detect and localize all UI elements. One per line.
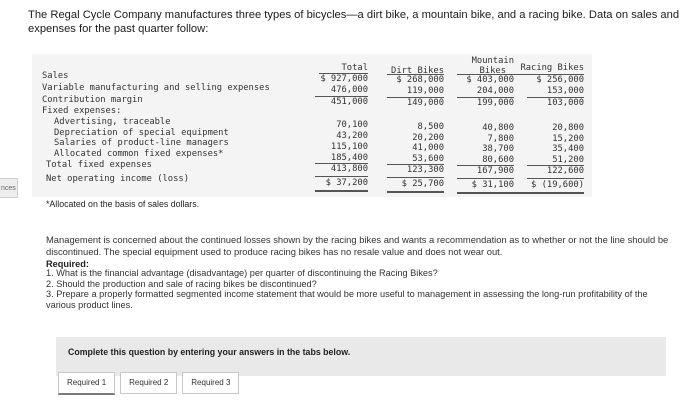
problem-intro: The Regal Cycle Company manufactures three types of bicycles—a dirt bike, a mountain bike, and a racing bike. Data on sales and expenses for the past quarter follow: [28, 9, 680, 35]
cell-mountain-variable: 204,000 [476, 86, 514, 96]
row-label-advertising: Advertising, traceable [54, 117, 171, 127]
subtotal-rule [527, 165, 584, 166]
cell-total-sales: $ 927,000 [320, 74, 368, 84]
double-rule [457, 192, 514, 194]
required-item-2: 2. Should the production and sale of racing bikes be discontinued? [46, 278, 317, 289]
cell-dirt-variable: 119,000 [406, 86, 444, 96]
cell-total-depreciation: 43,200 [336, 131, 368, 141]
total-rule [457, 178, 514, 179]
column-header-line2: Bikes [479, 66, 506, 76]
side-tab[interactable]: nces [0, 178, 18, 198]
cell-mountain-advertising: 40,800 [482, 123, 514, 133]
cell-racing-salaries: 35,400 [552, 144, 584, 154]
cell-dirt-noi: $ 25,700 [401, 179, 444, 189]
cell-total-advertising: 70,100 [336, 120, 368, 130]
subtotal-rule [315, 96, 368, 97]
row-label-variable-expenses: Variable manufacturing and selling expenses [42, 83, 270, 93]
row-label-total-fixed: Total fixed expenses [46, 160, 152, 170]
header-underline [514, 74, 584, 75]
column-header: Dirt Bikes [391, 66, 444, 76]
management-concern-text: Management is concerned about the continued losses shown by the racing bikes and wants a recommendation as to whether or not the line should be discontinued. The special equipment used to produce racing bikes has no resale value and does not wear out. [46, 234, 669, 257]
subtotal-rule [387, 164, 444, 165]
cell-dirt-total-fixed: 123,300 [406, 165, 444, 175]
header-underline [457, 74, 514, 75]
total-rule [527, 178, 584, 179]
cell-mountain-noi: $ 31,100 [471, 180, 514, 190]
cell-dirt-sales: $ 268,000 [396, 75, 444, 85]
header-underline [319, 73, 368, 74]
cell-racing-sales: $ 256,000 [536, 75, 584, 85]
cell-racing-allocated: 51,200 [552, 155, 584, 165]
double-rule [315, 190, 368, 192]
cell-dirt-depreciation: 20,200 [412, 133, 444, 143]
cell-racing-depreciation: 15,200 [552, 134, 584, 144]
cell-dirt-allocated: 53,600 [412, 154, 444, 164]
subtotal-rule [387, 97, 444, 98]
answer-tabs [58, 372, 244, 394]
cell-racing-cm: 103,000 [546, 98, 584, 108]
cell-total-allocated: 185,400 [330, 153, 368, 163]
answer-instructions-text: Complete this question by entering your answers in the tabs below. [68, 347, 351, 357]
cell-total-salaries: 115,100 [330, 142, 368, 152]
required-item-1: 1. What is the financial advantage (disadvantage) per quarter of discontinuing the Racing Bikes? [46, 268, 438, 278]
footnote: *Allocated on the basis of sales dollars. [46, 199, 200, 209]
double-rule [514, 192, 584, 194]
row-label-allocated-common: Allocated common fixed expenses* [54, 149, 224, 159]
cell-racing-variable: 153,000 [546, 86, 584, 96]
cell-mountain-total-fixed: 167,900 [476, 166, 514, 176]
cell-total-noi: $ 37,200 [325, 178, 368, 188]
cell-total-total-fixed: 413,800 [330, 164, 368, 174]
income-statement-table [32, 54, 592, 197]
cell-total-variable: 476,000 [330, 85, 368, 95]
required-item-3: 3. Prepare a properly formatted segmented income statement that would be more useful to management in assessing the long-run profitability of the various product lines. [46, 289, 648, 310]
cell-dirt-salaries: 41,000 [412, 143, 444, 153]
row-label-fixed-expenses: Fixed expenses: [42, 106, 122, 116]
subtotal-rule [527, 97, 584, 98]
cell-dirt-cm: 149,000 [406, 98, 444, 108]
subtotal-rule [457, 165, 514, 166]
cell-mountain-sales: $ 403,000 [466, 75, 514, 85]
cell-mountain-depreciation: 7,800 [487, 134, 514, 144]
total-rule [315, 176, 368, 177]
cell-racing-noi: $ (19,600) [531, 180, 584, 190]
required-list [46, 268, 676, 310]
row-label-contribution-margin: Contribution margin [42, 95, 143, 105]
tab-required-3[interactable]: Required 3 [182, 372, 239, 394]
column-header: Total [341, 63, 368, 73]
cell-racing-advertising: 20,800 [552, 123, 584, 133]
tab-required-2[interactable]: Required 2 [120, 372, 177, 394]
row-label-depreciation: Depreciation of special equipment [54, 128, 229, 138]
column-header: Racing Bikes [520, 63, 584, 73]
row-label-sales: Sales [42, 71, 69, 81]
total-rule [387, 177, 444, 178]
cell-dirt-advertising: 8,500 [417, 122, 444, 132]
double-rule [387, 191, 444, 193]
column-header-line1: Mountain [471, 56, 514, 66]
subtotal-rule [457, 97, 514, 98]
required-heading: Required: [46, 259, 89, 269]
header-underline [387, 74, 444, 75]
row-label-salaries: Salaries of product-line managers [54, 138, 229, 148]
cell-mountain-cm: 199,000 [476, 98, 514, 108]
cell-mountain-allocated: 80,600 [482, 155, 514, 165]
row-label-net-operating-income: Net operating income (loss) [46, 174, 189, 184]
cell-total-cm: 451,000 [330, 97, 368, 107]
tab-required-1[interactable]: Required 1 [58, 372, 115, 395]
answer-instructions-box [56, 337, 666, 376]
subtotal-rule [315, 163, 368, 164]
cell-mountain-salaries: 38,700 [482, 144, 514, 154]
cell-racing-total-fixed: 122,600 [546, 166, 584, 176]
